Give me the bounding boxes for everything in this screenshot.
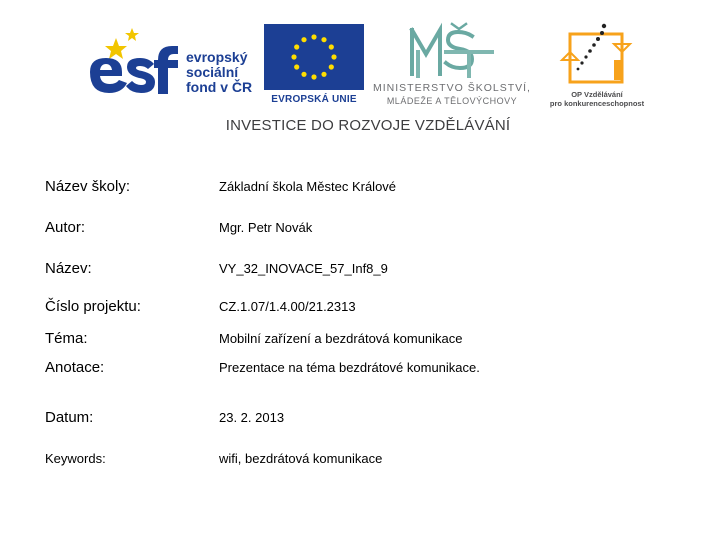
- row-label: Anotace:: [45, 359, 105, 376]
- msmt-line-2: MLÁDEŽE A TĚLOVÝCHOVY: [386, 96, 518, 106]
- row-value: CZ.1.07/1.4.00/21.2313: [219, 299, 356, 314]
- row-label: Název školy:: [45, 178, 131, 195]
- esf-text: [186, 50, 252, 95]
- row-label: Název:: [45, 260, 92, 277]
- row-label: Datum:: [45, 409, 94, 426]
- esf-line-3: fond v ČR: [186, 79, 253, 95]
- msmt-mark-icon: [368, 22, 536, 80]
- info-row-project-number: [0, 298, 720, 320]
- row-value: Mgr. Petr Novák: [219, 220, 313, 235]
- logo-banner: [0, 0, 720, 150]
- op-line-1: OP Vzdělávání: [571, 90, 623, 99]
- esf-mark-icon: [86, 22, 186, 108]
- info-row-author: [0, 219, 720, 241]
- banner-title: INVESTICE DO ROZVOJE VZDĚLÁVÁNÍ: [225, 117, 511, 134]
- info-row-keywords: [0, 451, 720, 473]
- row-value: Prezentace na téma bezdrátové komunikace.: [219, 360, 480, 375]
- row-value: 23. 2. 2013: [219, 410, 285, 425]
- row-label: Číslo projektu:: [45, 298, 141, 315]
- esf-line-2: sociální: [186, 64, 239, 80]
- eu-caption: EVROPSKÁ UNIE: [271, 94, 357, 105]
- row-value: VY_32_INOVACE_57_Inf8_9: [219, 261, 388, 276]
- msmt-line-1: MINISTERSTVO ŠKOLSTVÍ,: [373, 82, 531, 94]
- row-label: Téma:: [45, 330, 88, 347]
- row-value: Mobilní zařízení a bezdrátová komunikace: [219, 331, 463, 346]
- info-row-topic: [0, 330, 720, 352]
- row-label: Autor:: [45, 219, 86, 236]
- op-mark-icon: [540, 20, 654, 88]
- msmt-logo: [368, 22, 536, 108]
- info-row-annotation: [0, 359, 720, 381]
- eu-logo: [262, 22, 366, 108]
- eu-flag-icon: [262, 22, 366, 92]
- info-row-title: [0, 260, 720, 282]
- row-value: Základní škola Městec Králové: [219, 179, 397, 194]
- esf-logo: [86, 22, 262, 108]
- esf-line-1: evropský: [186, 49, 248, 65]
- info-row-date: [0, 409, 720, 431]
- op-line-2: pro konkurenceschopnost: [549, 99, 645, 108]
- info-row-school: [0, 178, 720, 200]
- row-value: wifi, bezdrátová komunikace: [219, 451, 383, 466]
- op-logo: [540, 20, 654, 108]
- row-label: Keywords:: [45, 451, 106, 466]
